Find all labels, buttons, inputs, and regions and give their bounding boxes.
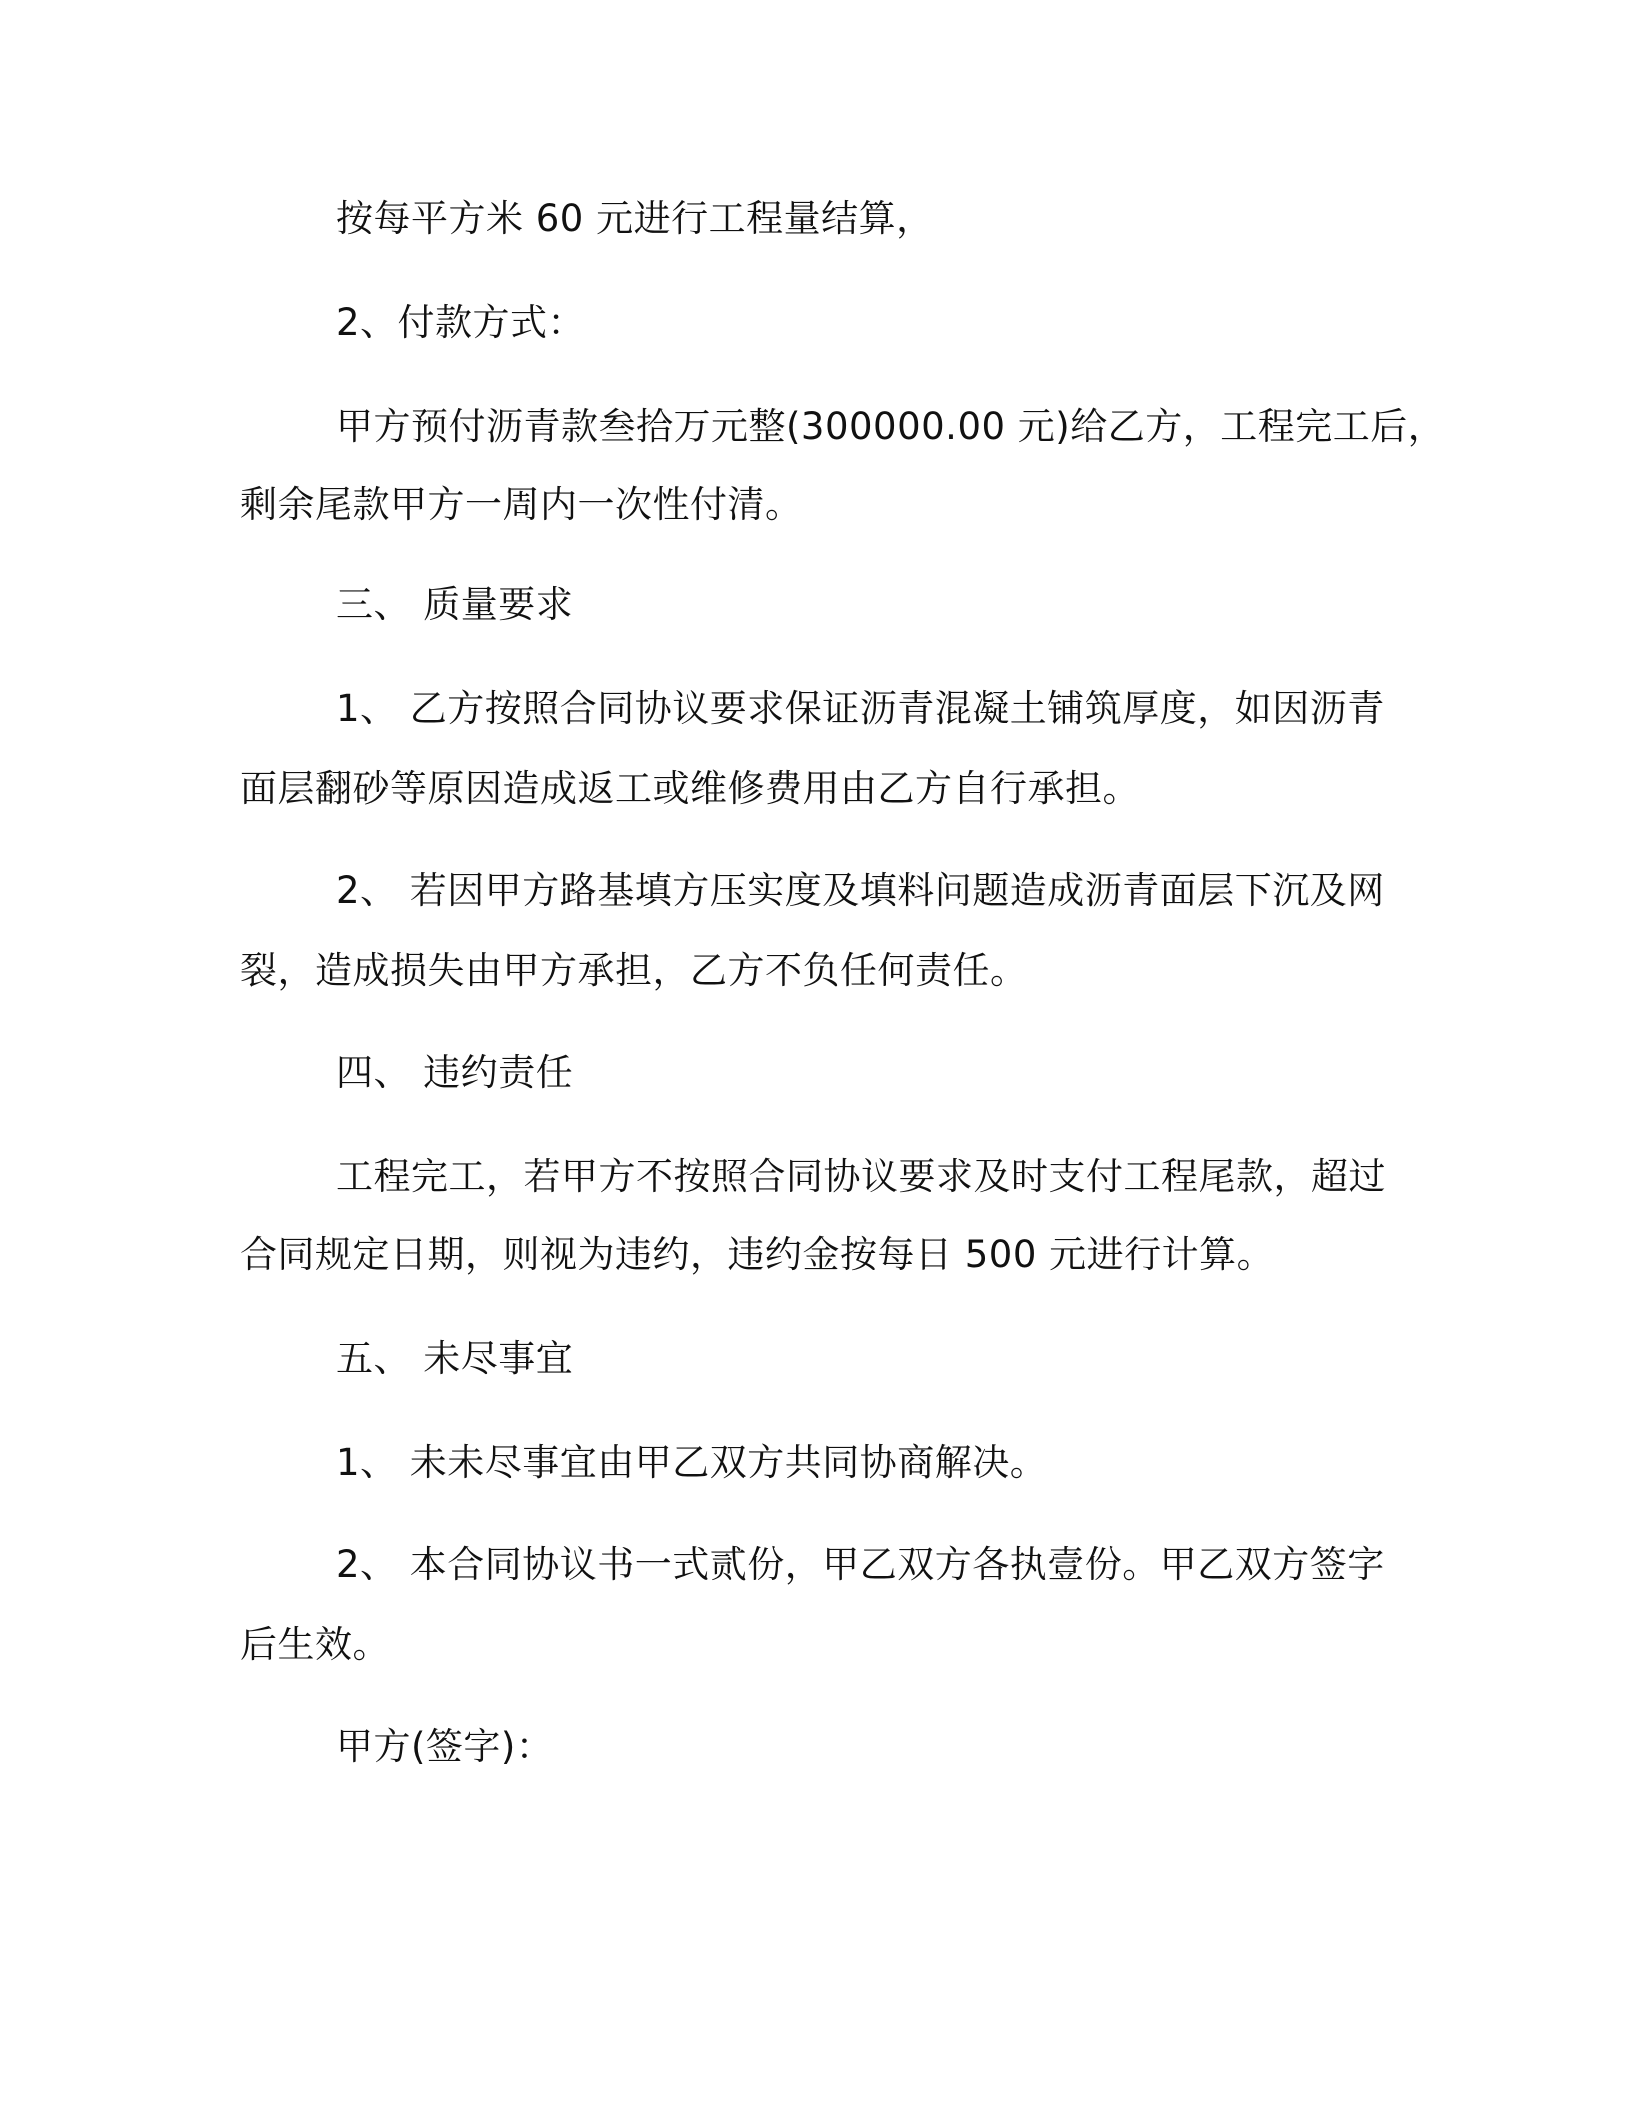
- text-line-quality-2b: 裂，造成损失由甲方承担，乙方不负任何责任。: [240, 949, 1028, 992]
- text-line-quality-1b: 面层翻砂等原因造成返工或维修费用由乙方自行承担。: [240, 767, 1140, 810]
- text-line-other-2b: 后生效。: [240, 1623, 390, 1666]
- section-heading-breach: 四、 违约责任: [336, 1051, 574, 1094]
- text-line-remaining-payment: 剩余尾款甲方一周内一次性付清。: [240, 483, 803, 526]
- text-line-payment-heading: 2、付款方式：: [336, 301, 586, 344]
- text-line-quality-1a: 1、 乙方按照合同协议要求保证沥青混凝土铺筑厚度，如因沥青: [336, 687, 1385, 730]
- text-line-quality-2a: 2、 若因甲方路基填方压实度及填料问题造成沥青面层下沉及网: [336, 869, 1385, 912]
- text-line-breach-b: 合同规定日期，则视为违约，违约金按每日 500 元进行计算。: [240, 1233, 1275, 1276]
- text-line-prepayment: 甲方预付沥青款叁拾万元整(300000.00 元)给乙方，工程完工后，: [336, 405, 1446, 448]
- signature-label-party-a: 甲方(签字)：: [336, 1725, 554, 1768]
- text-line-other-1: 1、 未未尽事宜由甲乙双方共同协商解决。: [336, 1441, 1048, 1484]
- text-line-breach-a: 工程完工，若甲方不按照合同协议要求及时支付工程尾款，超过: [336, 1155, 1386, 1198]
- text-line-settlement: 按每平方米 60 元进行工程量结算，: [336, 197, 934, 240]
- text-line-other-2a: 2、 本合同协议书一式贰份，甲乙双方各执壹份。甲乙双方签字: [336, 1543, 1385, 1586]
- section-heading-quality: 三、 质量要求: [336, 583, 574, 626]
- section-heading-other-matters: 五、 未尽事宜: [336, 1337, 574, 1380]
